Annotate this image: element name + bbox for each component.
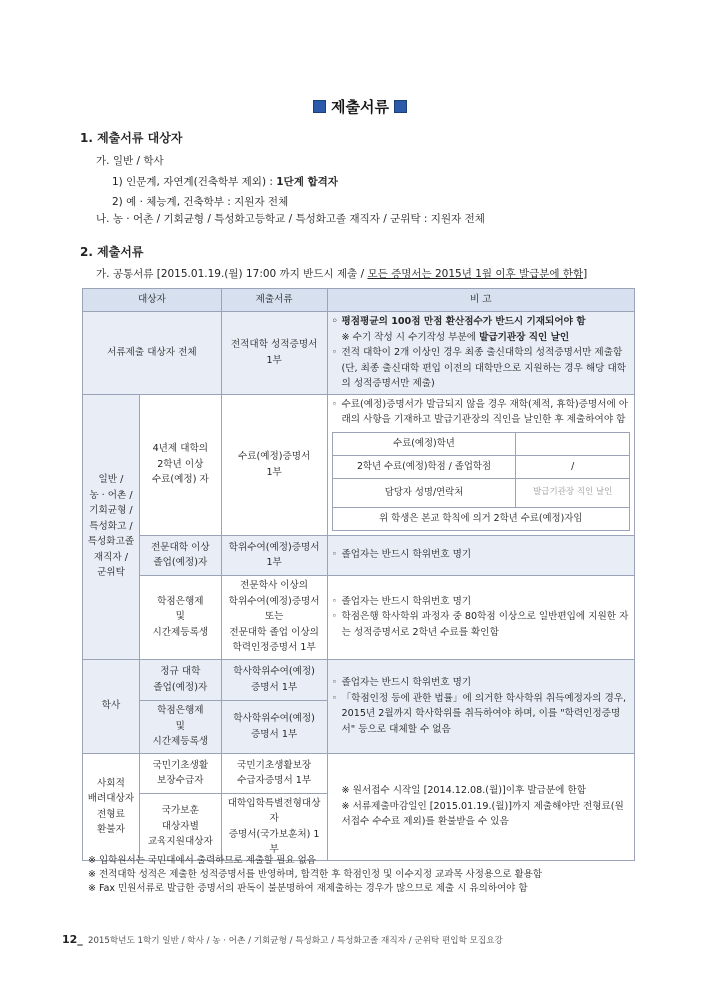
row2-doc: 수료(예정)증명서 1부	[221, 394, 327, 535]
row1-doc: 전적대학 성적증명서 1부	[221, 312, 327, 395]
section-heading-2: 2. 제출서류	[80, 245, 144, 259]
row3-notes: ◦ 졸업자는 반드시 학위번호 명기	[327, 535, 634, 575]
page-number: 12_	[62, 933, 83, 946]
seal-placeholder: 발급기관장 직인 날인	[516, 478, 630, 507]
row6-target: 학점은행제 및 시간제등록생	[139, 700, 221, 753]
row4-target: 학점은행제 및 시간제등록생	[139, 575, 221, 659]
row7-notes: ※ 원서접수 시작일 [2014.12.08.(월)]이후 발급분에 한함 ※ 서류제출마감일인 [2015.01.19.(월)]까지 제출해야만 전형료(원서접수 수수료 제외)를 환불받을 수 있음	[327, 753, 634, 860]
row2-target: 4년제 대학의 2학년 이상 수료(예정) 자	[139, 394, 221, 535]
item-ga: 가. 일반 / 학사	[96, 155, 164, 167]
row3-doc: 학위수여(예정)증명서 1부	[221, 535, 327, 575]
row4-doc: 전문학사 이상의 학위수여(예정)증명서 또는 전문대학 졸업 이상의 학력인정증명서 1부	[221, 575, 327, 659]
page-title: 제출서류	[0, 96, 720, 117]
row7-doc: 국민기초생활보장 수급자증명서 1부	[221, 753, 327, 793]
row5-notes: ◦ 졸업자는 반드시 학위번호 명기 ◦ 「학점인정 등에 관한 법률」에 의거한 학사학위 취득예정자의 경우, 2015년 2월까지 학사학위를 취득하여야 하며, 이를 "학력인정증명서" 등으로 대체할 수 없음	[327, 659, 634, 753]
square-bullet-icon	[313, 100, 326, 113]
footnote-1: ※ 입학원서는 국민대에서 출력하므로 제출할 필요 없음	[88, 855, 316, 866]
row7-target: 국민기초생활 보장수급자	[139, 753, 221, 793]
item-ga-2: 2) 예 · 체능계, 건축학부 : 지원자 전체	[112, 196, 289, 208]
header-target: 대상자	[83, 289, 222, 312]
table-row	[83, 535, 635, 575]
item-ga-1: 1) 인문계, 자연계(건축학부 제외) : 1단계 합격자	[112, 176, 338, 188]
table-row	[83, 753, 635, 793]
table-row	[83, 312, 635, 395]
square-bullet-icon	[394, 100, 407, 113]
group-social: 사회적 배려대상자 전형료 환불자	[83, 753, 140, 860]
table-header-row	[83, 289, 635, 312]
row1-target: 서류제출 대상자 전체	[83, 312, 222, 395]
table-row	[83, 659, 635, 700]
header-documents: 제출서류	[221, 289, 327, 312]
footnote-2: ※ 전적대학 성적은 제출한 성적증명서를 반영하며, 합격한 후 학점인정 및 이수지정 교과목 사정용으로 활용함	[88, 869, 543, 880]
row8-doc: 대학입학특별전형대상자 증명서(국가보훈처) 1부	[221, 793, 327, 860]
group-general: 일반 / 농 · 어촌 / 기회균형 / 특성화고 / 특성화고졸 재직자 / 군위탁	[83, 394, 140, 659]
table-row	[83, 394, 635, 535]
row2-notes: ◦ 수료(예정)증명서가 발급되지 않을 경우 재학(제적, 휴학)증명서에 아래의 사항을 기재하고 발급기관장의 직인을 날인한 후 제출하여야 함 수료(예정)학년 2학년 수료(예정)학점 / 졸업학점 / 담당자 성명/연락처 발급기관장 직인 날인 위 학생은 본교 학칙에 의거 2학년 수료(예정)자임	[327, 394, 634, 535]
footnote-3: ※ Fax 민원서류로 발급한 증명서의 판독이 불분명하여 재제출하는 경우가 많으므로 제출 시 유의하여야 함	[88, 883, 528, 894]
header-notes: 비 고	[327, 289, 634, 312]
row4-notes: ◦ 졸업자는 반드시 학위번호 명기 ◦ 학점은행 학사학위 과정자 중 80학점 이상으로 일반편입에 지원한 자는 성적증명서로 2학년 수료를 확인함	[327, 575, 634, 659]
row1-notes: ◦ 평점평균의 100점 만점 환산점수가 반드시 기재되어야 함 ※ 수기 작성 시 수기작성 부분에 발급기관장 직인 날인 ◦ 전적 대학이 2개 이상인 경우 최종 출신대학의 성적증명서만 제출함 (단, 최종 출신대학 편입 이전의 대학만으로 지원하는 경우 해당 대학의 성적증명서만 제출)	[327, 312, 634, 395]
documents-table	[82, 288, 635, 861]
row8-target: 국가보훈 대상자별 교육지원대상자	[139, 793, 221, 860]
table-row	[83, 575, 635, 659]
page-footer: 2015학년도 1학기 일반 / 학사 / 농 · 어촌 / 기회균형 / 특성화고 / 특성화고졸 재직자 / 군위탁 편입학 모집요강	[88, 936, 503, 946]
row3-target: 전문대학 이상 졸업(예정)자	[139, 535, 221, 575]
section-2-subtitle: 가. 공통서류 [2015.01.19.(월) 17:00 까지 반드시 제출 / 모든 증명서는 2015년 1월 이후 발급분에 한함]	[96, 268, 588, 280]
inner-form-table: 수료(예정)학년 2학년 수료(예정)학점 / 졸업학점 / 담당자 성명/연락처 발급기관장 직인 날인 위 학생은 본교 학칙에 의거 2학년 수료(예정)자임	[332, 432, 630, 531]
row6-doc: 학사학위수여(예정) 증명서 1부	[221, 700, 327, 753]
section-heading-1: 1. 제출서류 대상자	[80, 131, 183, 145]
group-bachelor: 학사	[83, 659, 140, 753]
item-na: 나. 농 · 어촌 / 기회균형 / 특성화고등학교 / 특성화고졸 재직자 / 군위탁 : 지원자 전체	[96, 213, 485, 225]
row5-doc: 학사학위수여(예정) 증명서 1부	[221, 659, 327, 700]
row5-target: 정규 대학 졸업(예정)자	[139, 659, 221, 700]
